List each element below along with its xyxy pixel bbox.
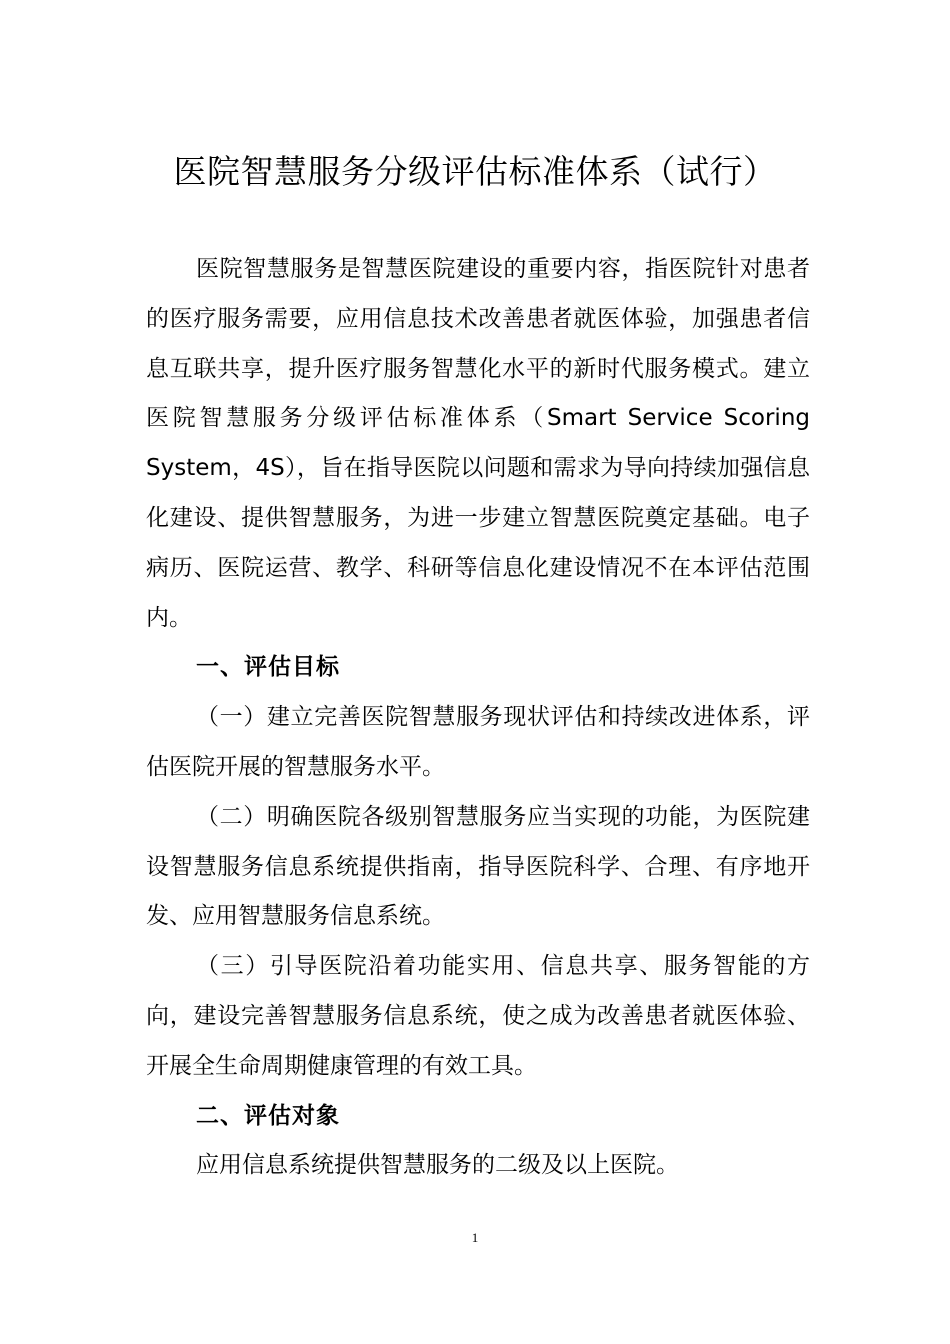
section-heading-goals: 一、评估目标: [196, 654, 340, 681]
section-heading-scope: 二、评估对象: [196, 1102, 340, 1129]
page-number: 1: [471, 1230, 479, 1245]
document-title: 医院智慧服务分级评估标准体系（试行）: [173, 152, 777, 191]
document-body: [146, 245, 810, 1191]
goal-paragraph-1: （一）建立完善医院智慧服务现状评估和持续改进体系，评估医院开展的智慧服务水平。: [146, 704, 810, 780]
scope-paragraph: 应用信息系统提供智慧服务的二级及以上医院。: [196, 1152, 679, 1179]
goal-paragraph-3: （三）引导医院沿着功能实用、信息共享、服务智能的方向，建设完善智慧服务信息系统，使之成为改善患者就医体验、开展全生命周期健康管理的有效工具。: [146, 953, 810, 1079]
goal-paragraph-2: （二）明确医院各级别智慧服务应当实现的功能，为医院建设智慧服务信息系统提供指南，指导医院科学、合理、有序地开发、应用智慧服务信息系统。: [146, 803, 810, 930]
intro-paragraph: 医院智慧服务是智慧医院建设的重要内容，指医院针对患者的医疗服务需要，应用信息技术改善患者就医体验，加强患者信息互联共享，提升医疗服务智慧化水平的新时代服务模式。建立医院智慧服务分级评估标准体系（Smart Service Scoring System，4S），旨在指导医院以问题和需求为导向持续加强信息化建设、提供智慧服务，为进一步建立智慧医院奠定基础。电子病历、医院运营、教学、科研等信息化建设情况不在本评估范围内。: [146, 256, 810, 631]
